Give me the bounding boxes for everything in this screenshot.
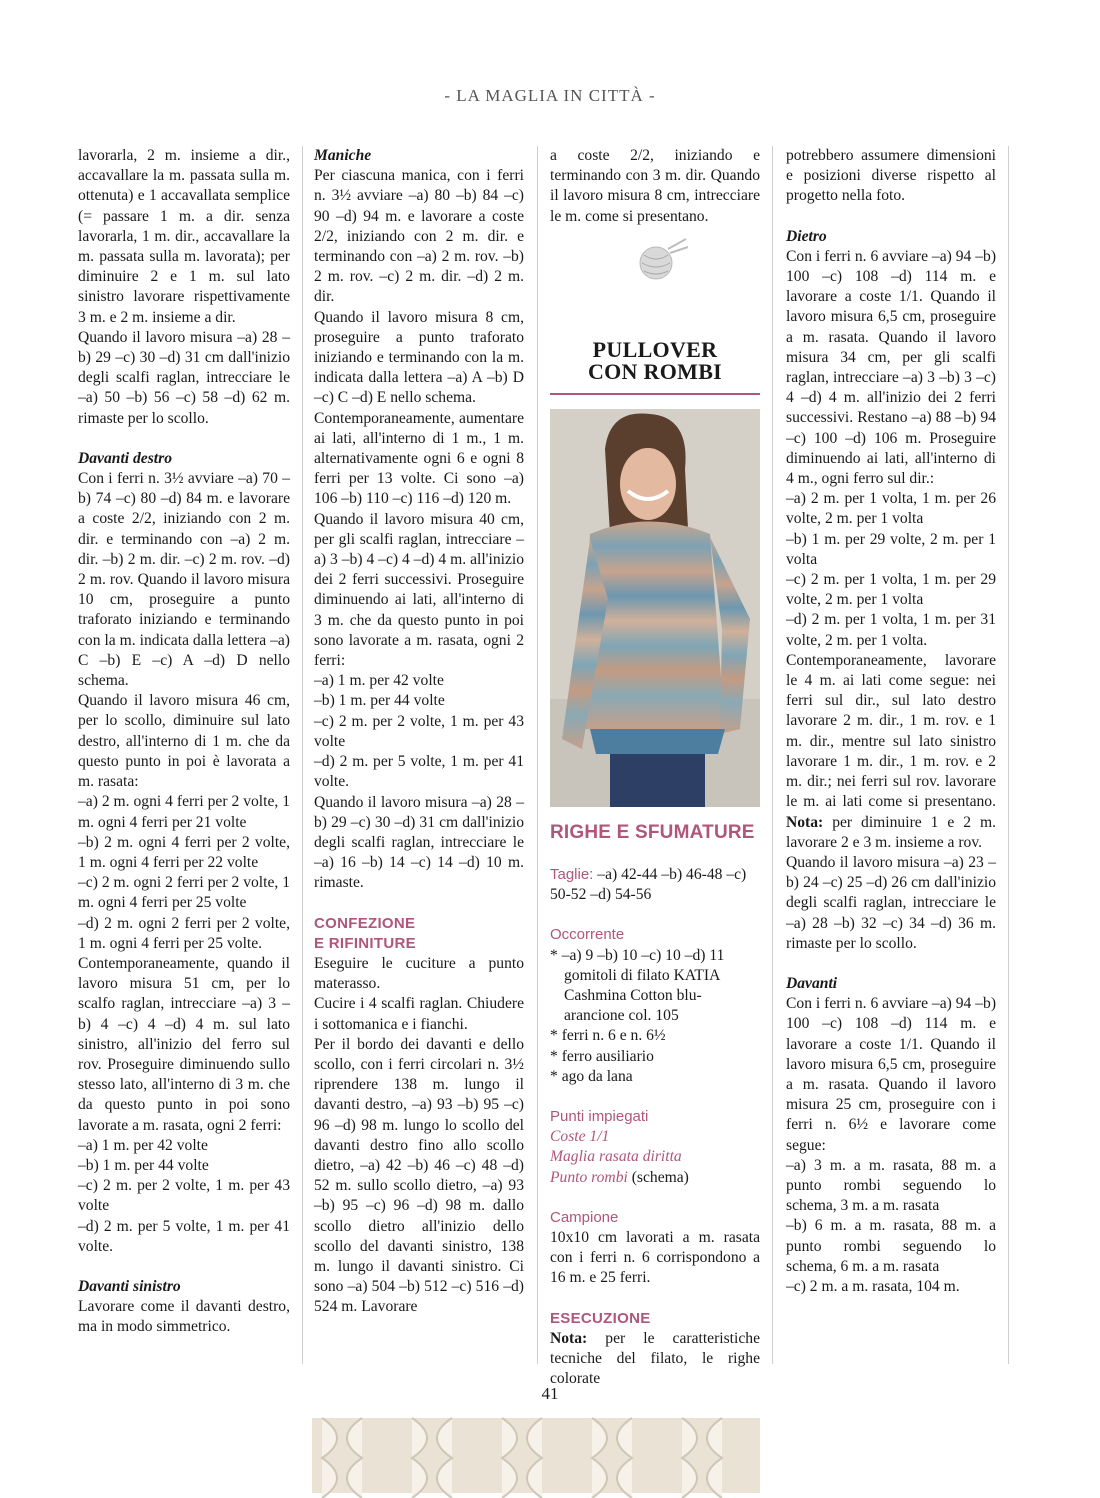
paragraph: Eseguire le cuciture a punto materasso.	[314, 954, 524, 993]
column-divider	[302, 146, 303, 1364]
section-heading: ESECUZIONE	[550, 1309, 651, 1327]
paragraph	[786, 651, 996, 853]
paragraph: Per ciascuna manica, con i ferri n. 3½ avviare –a) 80 –b) 84 –c) 90 –d) 94 m. e lavorare a coste 2/2, iniziando con 2 m. dir. e terminando con –a) 2 m. rov. –b) 2 m. rov. –c) 2 m. dir. –d) 2 m. dir.	[314, 167, 524, 306]
paragraph: –a) 1 m. per 42 volte	[314, 672, 444, 690]
materials-item: * –a) 9 –b) 10 –c) 10 –d) 11 gomitoli di filato KATIA Cashmina Cotton blu-arancione col. 105	[550, 946, 725, 1025]
column-2	[314, 146, 524, 1364]
note-label: Nota:	[550, 1329, 588, 1347]
paragraph: Con i ferri n. 6 avviare –a) 94 –b) 100 –c) 108 –d) 114 m. e lavorare a coste 1/1. Quando il lavoro misura 6,5 cm, proseguire a m. rasata. Quando il lavoro misura 34 cm, per gli scalfi raglan, intrecciare –a) 3 –b) 3 –c) 4 –d) 4 m. all'inizio dei 2 ferri successivi. Restano –a) 88 –b) 94 –c) 100 –d) 106 m. Proseguire diminuendo ai lati, all'interno di 4 m., ogni ferro sul dir.:	[786, 247, 997, 488]
pattern-subtitle: RIGHE E SFUMATURE	[550, 821, 755, 843]
paragraph: Contemporaneamente, aumentare ai lati, all'interno di 1 m., 1 m. alternativamente ogni 6 e ogni 8 ferri per 13 volte. Ci sono –a) 106 –b) 110 –c) 116 –d) 120 m.	[314, 409, 524, 508]
paragraph: Contemporaneamente, quando il lavoro misura 51 cm, per lo scalfo raglan, intrecciare –a) 3 –b) 4 –c) 4 –d) 4 m. sul lato sinistro, all'inizio del ferro sul rov. Proseguire diminuendo sullo stesso lato, all'interno di 3 m. che da questo punto in poi sono lavorate a m. rasata, ogni 2 ferri:	[78, 954, 290, 1134]
paragraph: Quando il lavoro misura –a) 28 –b) 29 –c) 30 –d) 31 cm dall'inizio degli scalfi raglan, intrecciare le –a) 16 –b) 14 –c) 14 –d) 10 m. rimaste.	[314, 793, 524, 892]
paragraph: Quando il lavoro misura –a) 28 –b) 29 –c) 30 –d) 31 cm dall'inizio degli scalfi raglan, intrecciare le –a) 50 –b) 56 –c) 58 –d) 62 m. rimaste per lo scollo.	[78, 328, 290, 427]
paragraph: –a) 1 m. per 42 volte	[78, 1136, 208, 1154]
stitch-note: (schema)	[627, 1168, 689, 1186]
section-heading: Occorrente	[550, 926, 625, 944]
paragraph: –a) 3 m. a m. rasata, 88 m. a punto rombi seguendo lo schema, 3 m. a m. rasata	[786, 1156, 996, 1215]
sizes-line	[550, 865, 760, 905]
paragraph: potrebbero assumere dimensioni e posizioni diverse rispetto al progetto nella foto.	[786, 147, 996, 205]
paragraph: –d) 2 m. per 5 volte, 1 m. per 41 volte.	[78, 1217, 290, 1255]
column-4	[786, 146, 996, 1364]
section-heading: E RIFINITURE	[314, 934, 416, 952]
stitch-item	[550, 1168, 760, 1188]
paragraph: Con i ferri n. 6 avviare –a) 94 –b) 100 –c) 108 –d) 114 m. e lavorare a coste 1/1. Quando il lavoro misura 6,5 cm, proseguire a m. rasata. Quando il lavoro misura 25 cm, proseguire con i ferri n. 6½ e lavorare come segue:	[786, 995, 997, 1154]
column-1	[78, 146, 290, 1364]
section-heading: Punti impiegati	[550, 1108, 649, 1126]
paragraph: –b) 2 m. ogni 4 ferri per 2 volte, 1 m. ogni 4 ferri per 22 volte	[78, 833, 290, 871]
paragraph: lavorarla, 2 m. insieme a dir., accavallare la m. passata sulla m. ottenuta) e 1 accavallata semplice (= passare 1 m. a dir. senza lavorarla, 1 m. dir., accavallare la m. passata sulla m. lavorata); per diminuire 2 e 1 m. sul lato sinistro lavorare rispettivamente 3 m. e 2 m. insieme a dir.	[78, 147, 290, 326]
materials-item: * ferri n. 6 e n. 6½	[550, 1027, 666, 1045]
cable-knit-texture-strip	[312, 1418, 760, 1493]
paragraph: –b) 1 m. per 44 volte	[314, 692, 445, 710]
pattern-title-line: PULLOVER	[592, 336, 718, 362]
column-divider	[1008, 146, 1009, 1364]
paragraph: Quando il lavoro misura 8 cm, proseguire a punto traforato iniziando e terminando con la m. indicata dalla lettera –a) A –b) D –c) C –d) E nello schema.	[314, 308, 524, 407]
paragraph: –b) 6 m. a m. rasata, 88 m. a punto rombi seguendo lo schema, 6 m. a m. rasata	[786, 1217, 996, 1275]
stitch-item: Coste 1/1	[550, 1128, 610, 1146]
section-heading: Dietro	[786, 227, 827, 245]
sizes-value: –a) 42-44 –b) 46-48 –c) 50-52 –d) 54-56	[550, 866, 747, 904]
section-heading: Davanti	[786, 974, 838, 992]
paragraph: Cucire i 4 scalfi raglan. Chiudere i sottomanica e i fianchi.	[314, 995, 524, 1033]
sizes-label: Taglie:	[550, 866, 594, 884]
paragraph: –a) 2 m. ogni 4 ferri per 2 volte, 1 m. ogni 4 ferri per 21 volte	[78, 793, 290, 831]
paragraph: Con i ferri n. 3½ avviare –a) 70 –b) 74 –c) 80 –d) 84 m. e lavorare a coste 2/2, iniziando con 2 m. dir. e terminando con –a) 2 m. dir. –b) 2 m. dir. –c) 2 m. rov. –d) 2 m. rov. Quando il lavoro misura 10 cm, proseguire a punto traforato iniziando e terminando con la m. indicata dalla lettera –a) C –b) E –c) A –d) D nello schema.	[78, 470, 290, 690]
note-text: per le caratteristiche tecniche del filato, le righe colorate	[550, 1329, 760, 1388]
page-number: 41	[541, 1384, 559, 1403]
materials-item: * ago da lana	[550, 1067, 633, 1085]
stitch-item: Maglia rasata diritta	[550, 1148, 682, 1166]
paragraph: Lavorare come il davanti destro, ma in modo simmetrico.	[78, 1298, 290, 1336]
note-label: Nota:	[786, 813, 824, 831]
paragraph: –b) 1 m. per 44 volte	[78, 1156, 209, 1174]
paragraph: –d) 2 m. ogni 2 ferri per 2 volte, 1 m. ogni 4 ferri per 25 volte.	[78, 914, 290, 952]
paragraph: Quando il lavoro misura 46 cm, per lo scollo, diminuire sul lato destro, all'interno di 1 m. che da questo punto in poi è lavorata a m. rasata:	[78, 692, 290, 791]
materials-item: * ferro ausiliario	[550, 1047, 654, 1065]
paragraph	[550, 1329, 760, 1390]
paragraph: –c) 2 m. a m. rasata, 104 m.	[786, 1277, 960, 1295]
section-heading: Maniche	[314, 147, 372, 164]
pattern-title	[550, 336, 760, 384]
paragraph: –c) 2 m. per 2 volte, 1 m. per 43 volte	[78, 1177, 290, 1215]
column-divider	[772, 146, 773, 1364]
running-header: - LA MAGLIA IN CITTÀ -	[444, 86, 656, 105]
paragraph: –d) 2 m. per 5 volte, 1 m. per 41 volte.	[314, 753, 524, 791]
yarn-ball-icon	[550, 227, 760, 297]
paragraph: Quando il lavoro misura 40 cm, per gli scalfi raglan, intrecciare –a) 3 –b) 4 –c) 4 –d) 4 m. all'inizio dei 2 ferri successivi. Proseguire diminuendo ai lati, all'interno di 3 m. che da questo punto in poi sono lavorate a m. rasata, ogni 2 ferri:	[314, 510, 524, 670]
section-heading: Davanti sinistro	[78, 1277, 181, 1295]
paragraph: –a) 2 m. per 1 volta, 1 m. per 26 volte, 2 m. per 1 volta	[786, 490, 996, 528]
paragraph: –c) 2 m. ogni 2 ferri per 2 volte, 1 m. ogni 4 ferri per 25 volte	[78, 874, 290, 912]
paragraph: a coste 2/2, iniziando e terminando con 3 m. dir. Quando il lavoro misura 8 cm, intrecciare le m. come si presentano.	[550, 147, 760, 225]
paragraph: –b) 1 m. per 29 volte, 2 m. per 1 volta	[786, 530, 996, 568]
pattern-title-line: CON ROMBI	[587, 358, 723, 384]
paragraph-text: Contemporaneamente, lavorare le 4 m. ai lati come segue: nei ferri sul dir., sul lato destro lavorare 2 m. dir., 1 m. rov. e 1 m. dir., mentre sul lato sinistro lavorare 1 m. dir., 1 m. rov. e 2 m. dir.; nei ferri sul rov. lavorare le m. ai lati come si presentano.	[786, 651, 996, 811]
paragraph: Per il bordo dei davanti e dello scollo, con i ferri circolari n. 3½ riprendere 138 m. lungo il davanti destro, –a) 93 –b) 95 –c) 96 –d) 98 m. lungo lo scollo del davanti destro fino allo scollo dietro, –a) 42 –b) 46 –c) 48 –d) 52 m. sullo scollo dietro, –a) 93 –b) 95 –c) 96 –d) 98 m. dallo scollo dietro all'inizio dello scollo del davanti sinistro, 138 m. lungo il davanti sinistro. Ci sono –a) 504 –b) 512 –c) 516 –d) 524 m. Lavorare	[314, 1035, 524, 1316]
paragraph: –c) 2 m. per 2 volte, 1 m. per 43 volte	[314, 712, 524, 750]
paragraph: –c) 2 m. per 1 volta, 1 m. per 29 volte, 2 m. per 1 volta	[786, 571, 996, 609]
paragraph: 10x10 cm lavorati a m. rasata con i ferri n. 6 corrispondono a 16 m. e 25 ferri.	[550, 1229, 760, 1287]
column-3	[550, 146, 760, 1388]
stitch-name: Punto rombi	[550, 1168, 628, 1186]
title-underline	[550, 393, 760, 395]
column-divider	[537, 146, 538, 1364]
note-text: per diminuire 1 e 2 m. lavorare 2 e 3 m. insieme a rov.	[786, 813, 996, 851]
paragraph: Quando il lavoro misura –a) 23 –b) 24 –c) 25 –d) 26 cm dall'inizio degli scalfi raglan, intrecciare le –a) 28 –b) 32 –c) 34 –d) 36 m. rimaste per lo scollo.	[786, 853, 996, 952]
section-heading: Davanti destro	[78, 449, 172, 467]
paragraph: –d) 2 m. per 1 volta, 1 m. per 31 volte, 2 m. per 1 volta.	[786, 611, 996, 649]
woman-in-striped-pullover-photo	[550, 409, 760, 807]
section-heading: Campione	[550, 1208, 619, 1226]
section-heading: CONFEZIONE	[314, 914, 416, 932]
